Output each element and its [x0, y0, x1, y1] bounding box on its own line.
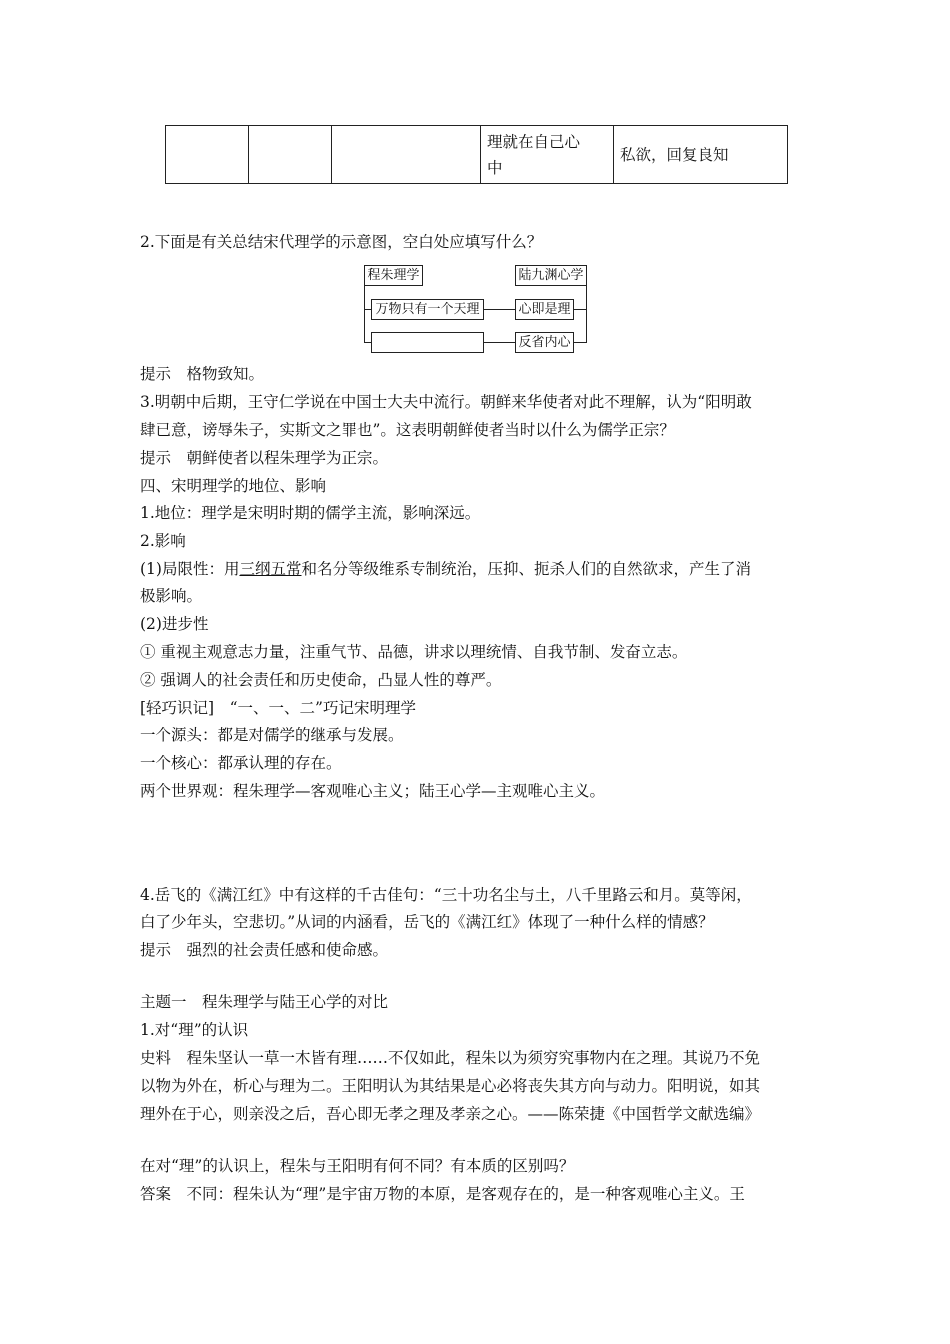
comparison-table-fragment: [165, 125, 788, 184]
section-heading: 四、宋明理学的地位、影响: [140, 477, 327, 495]
diagram-left-row1: 万物只有一个天理: [371, 299, 484, 320]
limitation-prefix: (1)局限性：用: [140, 560, 240, 578]
memory-tip-2: 一个核心：都承认理的存在。: [140, 754, 342, 772]
table-cell: [166, 126, 249, 184]
limitation-line1: [140, 558, 751, 580]
table-cell-text: 理就在自己心 中: [487, 132, 581, 177]
underlined-term: 三纲五常: [239, 560, 302, 578]
diagram-connector: [586, 286, 587, 343]
progress-heading: (2)进步性: [140, 615, 209, 633]
question-3-line2: 肆已意，谤辱朱子，实斯文之罪也”。这表明朝鲜使者当时以什么为儒学正宗？: [140, 421, 675, 439]
diagram-left-title: 程朱理学: [364, 265, 423, 286]
diagram-connector: [364, 342, 371, 343]
memory-tip-title: [轻巧识记] “一、一、二”巧记宋明理学: [140, 699, 416, 717]
status-line: 1.地位：理学是宋明时期的儒学主流，影响深远。: [140, 504, 481, 522]
diagram-connector: [574, 309, 586, 310]
diagram-connector: [364, 309, 371, 310]
hint-3: 提示 朝鲜使者以程朱理学为正宗。: [140, 449, 389, 467]
memory-tip-1: 一个源头：都是对儒学的继承与发展。: [140, 726, 404, 744]
progress-item-1: ① 重视主观意志力量，注重气节、品德，讲求以理统情、自我节制、发奋立志。: [140, 643, 688, 661]
limitation-suffix: 和名分等级维系专制统治，压抑、扼杀人们的自然欲求，产生了消: [301, 560, 751, 578]
table-cell: [332, 126, 481, 184]
influence-heading: 2.影响: [140, 532, 186, 550]
hint-2: 提示 格物致知。: [140, 365, 265, 383]
table-cell: [481, 126, 614, 184]
diagram-connector: [484, 309, 515, 310]
diagram-right-title: 陆九渊心学: [515, 265, 587, 286]
source-line3: 理外在于心，则亲没之后，吾心即无孝之理及孝亲之心。——陈荣捷《中国哲学文献选编》: [140, 1105, 761, 1123]
diagram-right-row2: 反省内心: [515, 332, 574, 353]
memory-tip-3: 两个世界观：程朱理学—客观唯心主义；陆王心学—主观唯心主义。: [140, 782, 606, 800]
diagram-connector: [484, 342, 515, 343]
diagram-right-row1: 心即是理: [515, 299, 574, 320]
table-cell: [249, 126, 332, 184]
question-4-line1: 4.岳飞的《满江红》中有这样的千古佳句：“三十功名尘与土，八千里路云和月。莫等闲，: [140, 886, 752, 904]
diagram-connector: [574, 342, 586, 343]
diagram-blank-box: [371, 332, 484, 353]
question-4-line2: 白了少年头，空悲切。”从词的内涵看，岳飞的《满江红》体现了一种什么样的情感？: [140, 913, 714, 931]
question-3-line1: 3.明朝中后期，王守仁学说在中国士大夫中流行。朝鲜来华使者对此不理解，认为“阳明敢: [140, 393, 752, 411]
hint-4: 提示 强烈的社会责任感和使命感。: [140, 941, 389, 959]
source-line1: 史料 程朱坚认一草一木皆有理……不仅如此，程朱以为须穷究事物内在之理。其说乃不免: [140, 1049, 761, 1067]
answer-line: 答案 不同：程朱认为“理”是宇宙万物的本原，是客观存在的，是一种客观唯心主义。王: [140, 1185, 745, 1203]
table-row: [166, 126, 788, 184]
table-cell: 私欲，回复良知: [614, 126, 788, 184]
theme-subheading: 1.对“理”的认识: [140, 1021, 249, 1039]
progress-item-2: ② 强调人的社会责任和历史使命，凸显人性的尊严。: [140, 671, 502, 689]
diagram-connector: [364, 286, 365, 343]
limitation-line2: 极影响。: [140, 587, 203, 605]
source-line2: 以物为外在，析心与理为二。王阳明认为其结果是心必将丧失其方向与动力。阳明说，如其: [140, 1077, 761, 1095]
theme-heading: 主题一 程朱理学与陆王心学的对比: [140, 993, 389, 1011]
theme-question: 在对“理”的认识上，程朱与王阳明有何不同？有本质的区别吗？: [140, 1157, 575, 1175]
question-2: 2.下面是有关总结宋代理学的示意图，空白处应填写什么？: [140, 233, 543, 251]
